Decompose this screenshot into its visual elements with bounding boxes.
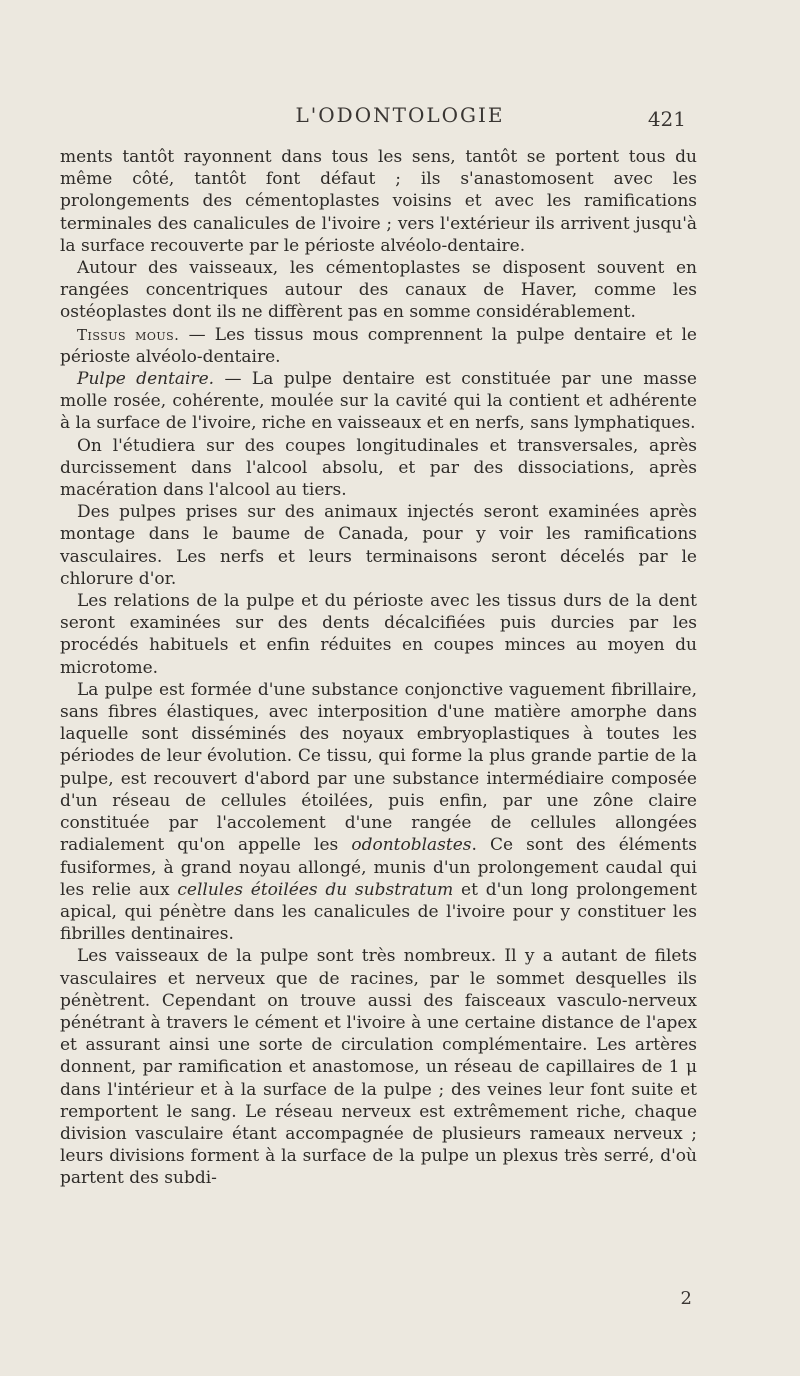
paragraph-7: Les relations de la pulpe et du périoste avec les tissus durs de la dent seront examinées sur des dents décalcifiées puis durcies par les procédés habituels et enfin réduites en coupes minces au moyen du microtome. bbox=[60, 591, 697, 678]
paragraph-8: La pulpe est formée d'une substance conjonctive vaguement fibrillaire, sans fibres élastiques, avec interposition d'une matière amorphe dans laquelle sont disséminés des noyaux embryoplastiques à toutes les périodes de leur évolution. Ce tissu, qui forme la plus grande partie de la pulpe, est recouvert d'abord par une substance intermédiaire composée d'un réseau de cellules étoilées, puis enfin, par une zône claire constituée par l'accolement d'une rangée de cellules allongées radialement qu'on appelle les odontoblastes. Ce sont des éléments fusiformes, à grand noyau allongé, munis d'un prolongement caudal qui les relie aux cellules étoilées du substratum et d'un long prolongement apical, qui pénètre dans les canalicules de l'ivoire pour y constituer les fibrilles dentinaires. bbox=[60, 679, 698, 945]
paragraph-2: Autour des vaisseaux, les cémentoplastes se disposent souvent en rangées concentriques autour des canaux de Haver, comme les ostéoplastes dont ils ne diffèrent pas en somme considérablement. bbox=[60, 258, 697, 323]
signature-mark: 2 bbox=[680, 1288, 692, 1309]
running-title: L'ODONTOLOGIE bbox=[295, 103, 505, 127]
section-heading-pulpe-dentaire: Pulpe dentaire. bbox=[77, 369, 215, 390]
section-heading-tissus-mous: Tissus mous. bbox=[77, 325, 180, 344]
body-text bbox=[60, 146, 697, 1190]
running-head bbox=[0, 103, 800, 133]
term-odontoblastes: odontoblastes bbox=[351, 835, 472, 856]
paragraph-5: On l'étudiera sur des coupes longitudinales et transversales, après durcissement dans l'alcool absolu, et par des dissociations, après macération dans l'alcool au tiers. bbox=[60, 435, 697, 501]
page-number: 421 bbox=[647, 107, 686, 131]
paragraph-9: Les vaisseaux de la pulpe sont très nombreux. Il y a autant de filets vasculaires et nerveux que de racines, par le sommet desquelles ils pénètrent. Cependant on trouve aussi des faisceaux vasculo-nerveux pénétrant à travers le cément et l'ivoire à une certaine distance de l'apex et assurant ainsi une sorte de circulation complémentaire. Les artères donnent, par ramification et anastomose, un réseau de capillaires de 1 μ dans l'intérieur et à la surface de la pulpe ; des veines leur font suite et remportent le sang. Le réseau nerveux est extrêmement riche, chaque division vasculaire étant accompagnée de plusieurs rameaux nerveux ; leurs divisions forment à la surface de la pulpe un plexus très serré, d'où partent des subdi- bbox=[60, 946, 697, 1189]
paragraph-4: Pulpe dentaire. — La pulpe dentaire est constituée par une masse molle rosée, cohérente, moulée sur la cavité qui la contient et adhérente à la surface de l'ivoire, riche en vaisseaux et en nerfs, sans lymphatiques. bbox=[60, 369, 697, 434]
paragraph-6: Des pulpes prises sur des animaux injectés seront examinées après montage dans le baume de Canada, pour y voir les ramifications vasculaires. Les nerfs et leurs terminaisons seront décelés par le chlorure d'or. bbox=[60, 502, 697, 589]
paragraph-1: ments tantôt rayonnent dans tous les sens, tantôt se portent tous du même côté, tantôt font défaut ; ils s'anastomosent avec les prolongements des cémentoplastes voisins et avec les ramifications terminales des canalicules de l'ivoire ; vers l'extérieur ils arrivent jusqu'à la surface recouverte par le périoste alvéolo-dentaire. bbox=[60, 147, 697, 256]
term-cellules-etoilees: cellules étoilées du substratum bbox=[177, 879, 454, 900]
paragraph-3: Tissus mous. — Les tissus mous comprennent la pulpe dentaire et le périoste alvéolo-dentaire. bbox=[60, 324, 697, 367]
